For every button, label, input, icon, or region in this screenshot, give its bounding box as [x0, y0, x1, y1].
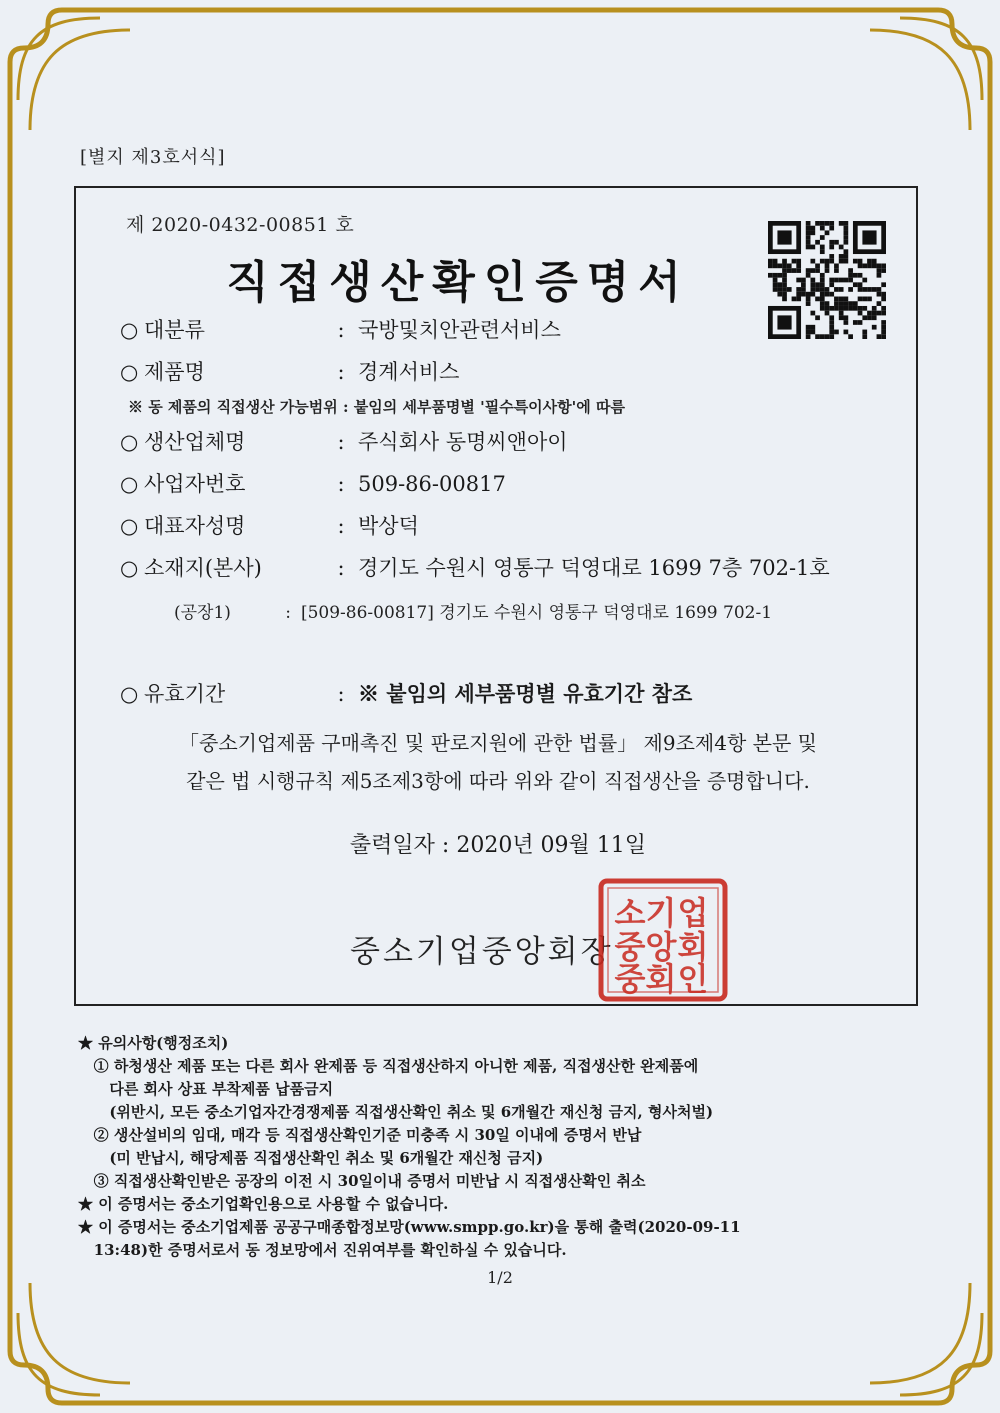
- field-value: 주식회사 동명씨앤아이: [358, 430, 568, 454]
- certificate-number: 제 2020-0432-00851 호: [126, 214, 355, 236]
- svg-text:기: 기: [645, 894, 677, 932]
- svg-text:소: 소: [614, 894, 646, 932]
- factory-value: [509-86-00817] 경기도 수원시 영통구 덕영대로 1699 702-1: [300, 603, 773, 623]
- notice-section: [78, 1032, 928, 1262]
- svg-text:중: 중: [614, 960, 646, 998]
- field-label: 소재지(본사): [144, 556, 262, 580]
- field-representative: ○ 대표자성명 : 박상덕: [120, 510, 419, 540]
- field-value: 국방및치안관련서비스: [358, 318, 561, 342]
- official-seal-stamp: [598, 878, 728, 1002]
- notice-line: (미 반납시, 해당제품 직접생산확인 취소 및 6개월간 재신청 금지): [78, 1149, 544, 1167]
- certificate-box: [74, 186, 918, 1006]
- svg-text:인: 인: [677, 960, 709, 998]
- notice-line: 다른 회사 상표 부착제품 납품금지: [78, 1080, 334, 1098]
- field-factory: (공장1) : [509-86-00817] 경기도 수원시 영통구 덕영대로 1699 702-1: [174, 603, 773, 623]
- form-reference: [별지 제3호서식]: [80, 147, 226, 168]
- field-label: 생산업체명: [144, 430, 246, 454]
- field-value: ※ 붙임의 세부품명별 유효기간 참조: [358, 681, 693, 706]
- certification-statement: 「중소기업제품 구매촉진 및 판로지원에 관한 법률」 제9조제4항 본문 및 같은 법 시행규칙 제5조제3항에 따라 위와 같이 직접생산을 증명합니다.: [179, 731, 817, 793]
- certificate-title: 직접생산확인증명서: [226, 257, 690, 308]
- notice-line: ★ 이 증명서는 중소기업확인용으로 사용할 수 없습니다.: [78, 1195, 449, 1213]
- field-value: 박상덕: [358, 514, 419, 538]
- factory-label: (공장1): [174, 603, 231, 623]
- field-business-number: ○ 사업자번호 : 509-86-00817: [120, 468, 506, 498]
- page-number: 1/2: [487, 1268, 513, 1287]
- field-value: 509-86-00817: [358, 472, 506, 496]
- field-label: 제품명: [144, 360, 205, 384]
- notice-line: (위반시, 모든 중소기업자간경쟁제품 직접생산확인 취소 및 6개월간 재신청 금지, 형사처벌): [78, 1103, 714, 1121]
- svg-text:업: 업: [677, 894, 709, 932]
- svg-text:중: 중: [614, 928, 646, 966]
- field-label: 대분류: [144, 318, 205, 342]
- field-company: ○ 생산업체명 : 주식회사 동명씨앤아이: [120, 426, 568, 456]
- svg-text:회: 회: [645, 960, 677, 998]
- notice-line: ③ 직접생산확인받은 공장의 이전 시 30일이내 증명서 미반납 시 직접생산확인 취소: [78, 1172, 646, 1190]
- field-label: 대표자성명: [144, 514, 246, 538]
- svg-text:회: 회: [677, 928, 709, 966]
- notice-line: ★ 유의사항(행정조치): [78, 1034, 229, 1052]
- field-value: 경기도 수원시 영통구 덕영대로 1699 7층 702-1호: [358, 556, 830, 580]
- field-validity: ○ 유효기간 : ※ 붙임의 세부품명별 유효기간 참조: [120, 678, 692, 708]
- notice-line: ② 생산설비의 임대, 매각 등 직접생산확인기준 미충족 시 30일 이내에 증명서 반납: [78, 1126, 642, 1144]
- field-label: 사업자번호: [144, 472, 246, 496]
- notice-line: 13:48)한 증명서로서 동 정보망에서 진위여부를 확인하실 수 있습니다.: [78, 1241, 567, 1259]
- field-category: ○ 대분류 : 국방및치안관련서비스: [120, 314, 561, 344]
- notice-line: ★ 이 증명서는 중소기업제품 공공구매종합정보망(www.smpp.go.kr)을 통해 출력(2020-09-11: [78, 1218, 741, 1236]
- notice-line: ① 하청생산 제품 또는 다른 회사 완제품 등 직접생산하지 아니한 제품, 직접생산한 완제품에: [78, 1057, 699, 1075]
- svg-text:앙: 앙: [645, 928, 677, 966]
- qr-code: [768, 221, 886, 339]
- field-product: ○ 제품명 : 경계서비스: [120, 356, 459, 386]
- scope-note: ※ 동 제품의 직접생산 가능범위 : 붙임의 세부품명별 '필수특이사항'에 따름: [128, 398, 625, 416]
- field-address: ○ 소재지(본사) : 경기도 수원시 영통구 덕영대로 1699 7층 702-1호: [120, 552, 830, 582]
- field-value: 경계서비스: [358, 360, 460, 384]
- issuer-name: 중소기업중앙회장: [350, 934, 614, 970]
- field-label: 유효기간: [144, 682, 226, 706]
- print-date: 출력일자 : 2020년 09월 11일: [349, 833, 647, 858]
